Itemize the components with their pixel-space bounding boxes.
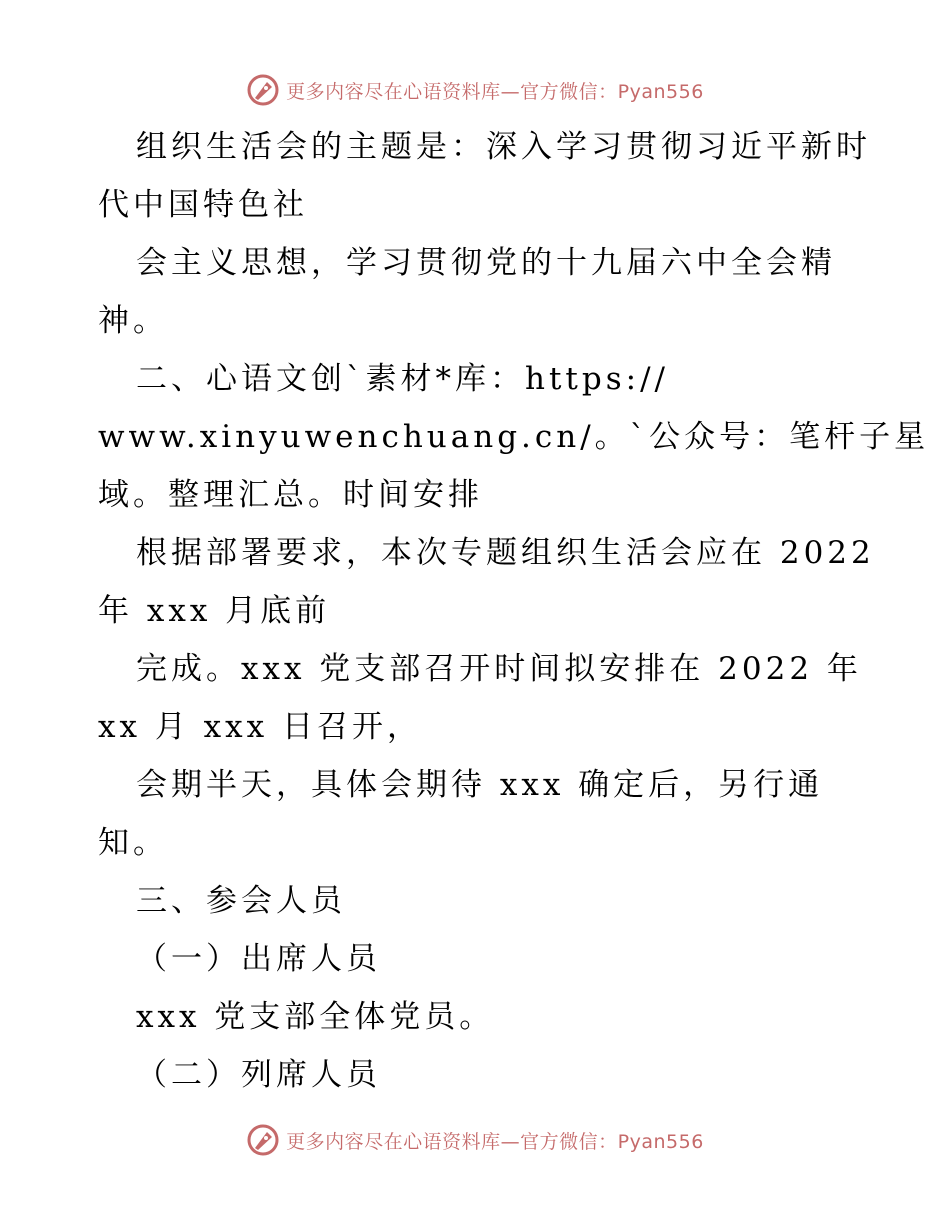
footer-watermark [0, 1120, 950, 1160]
paragraph-line: 神。 [98, 303, 168, 339]
watermark-group [246, 1123, 704, 1157]
section-heading: 三、参会人员 [136, 883, 346, 919]
paragraph-line: xxx 党支部全体党员。 [136, 999, 495, 1035]
subsection-heading: （二）列席人员 [136, 1057, 381, 1093]
watermark-text: 更多内容尽在心语资料库—官方微信：Pyan556 [286, 80, 704, 103]
paragraph-line: 域。整理汇总。时间安排 [98, 477, 483, 513]
watermark-text: 更多内容尽在心语资料库—官方微信：Pyan556 [286, 1130, 704, 1153]
pen-nib-seal-icon [246, 73, 280, 107]
section-heading: 二、心语文创`素材*库：https:// [136, 361, 669, 397]
paragraph-line: 知。 [98, 825, 168, 861]
document-body [98, 118, 930, 1104]
paragraph-line: 根据部署要求，本次专题组织生活会应在 2022 [136, 535, 875, 571]
watermark-group [246, 73, 704, 107]
paragraph-line: 年 xxx 月底前 [98, 593, 331, 629]
paragraph-line: 会主义思想，学习贯彻党的十九届六中全会精 [136, 245, 836, 281]
pen-nib-seal-icon [246, 1123, 280, 1157]
paragraph-line: 会期半天，具体会期待 xxx 确定后，另行通 [136, 767, 824, 803]
subsection-heading: （一）出席人员 [136, 941, 381, 977]
paragraph-line: xx 月 xxx 日召开， [98, 709, 422, 745]
paragraph-line: 组织生活会的主题是：深入学习贯彻习近平新时 [136, 129, 871, 165]
header-watermark [0, 70, 950, 110]
paragraph-line: 完成。xxx 党支部召开时间拟安排在 2022 年 [136, 651, 862, 687]
paragraph-line: 代中国特色社 [98, 187, 308, 223]
paragraph-line: www.xinyuwenchuang.cn/。`公众号：笔杆子星 [98, 419, 930, 455]
